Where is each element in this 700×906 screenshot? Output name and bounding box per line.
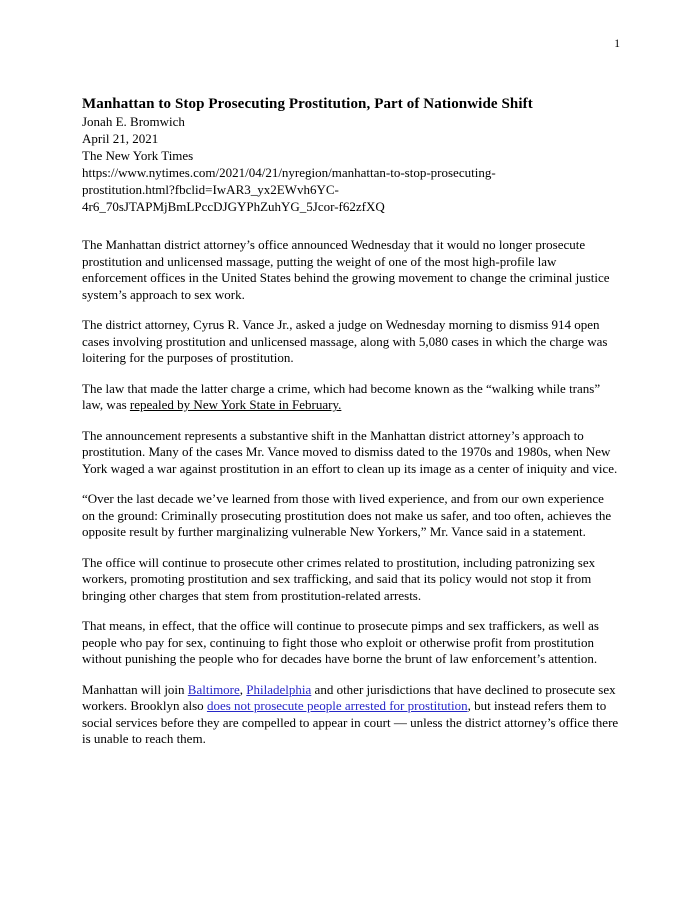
text-run: Manhattan will join: [82, 681, 188, 697]
text-run: The Manhattan district attorney’s office announced Wednesday that it would no longer prosecute prostitution and unlicensed massage, putting the weight of one of the most high-profile law enforcement offices in the United States behind the growing movement to change the criminal justice system’s approach to sex work.: [82, 237, 610, 302]
text-run: That means, in effect, that the office will continue to prosecute pimps and sex traffickers, as well as people who pay for sex, continuing to fight those who exploit or otherwise profit from prostitution without punishing the people who for decades have borne the brunt of law enforcement’s attention.: [82, 618, 599, 666]
article-url-line: prostitution.html?fbclid=IwAR3_yx2EWvh6YC-: [82, 182, 339, 197]
text-run: The district attorney, Cyrus R. Vance Jr., asked a judge on Wednesday morning to dismiss 914 open cases involving prostitution and unlicensed massage, along with 5,080 cases in which the charge was loitering for the purposes of prostitution.: [82, 317, 608, 365]
paragraph: [82, 682, 620, 748]
text-run: , but instead refers them to social services before they are compelled to appear in court — unless the district attorney’s office there is unable to reach them.: [82, 698, 619, 746]
article-publication: The New York Times: [82, 148, 194, 163]
text-run: ,: [239, 681, 247, 697]
article-title: Manhattan to Stop Prosecuting Prostitution, Part of Nationwide Shift: [82, 96, 533, 112]
paragraph: [82, 381, 620, 414]
paragraph: [82, 237, 620, 303]
text-run: and other jurisdictions that have declined to prosecute sex workers. Brooklyn also: [82, 681, 616, 713]
hyperlink[interactable]: Philadelphia: [246, 681, 312, 697]
hyperlink[interactable]: does not prosecute people arrested for prostitution: [206, 698, 468, 713]
document-content: [82, 96, 620, 748]
article-body: [82, 237, 620, 748]
text-run: The office will continue to prosecute other crimes related to prostitution, including patronizing sex workers, promoting prostitution and sex trafficking, and said that its policy would not stop it from bringing other charges that stem from prostitution-related arrests.: [82, 554, 596, 603]
text-run: The announcement represents a substantive shift in the Manhattan district attorney’s approach to prostitution. Many of the cases Mr. Vance moved to dismiss dated to the 1970s and 1980s, when New York waged a war against prostitution in an effort to clean up its image as a center of iniquity and vice.: [82, 427, 618, 476]
text-run: The law that made the latter charge a crime, which had become known as the “walking while trans” law, was: [82, 380, 601, 412]
text-run: “Over the last decade we’ve learned from those with lived experience, and from our own experience on the ground: Criminally prosecuting prostitution does not make us safer, and too often, achieves the opposite result by further marginalizing vulnerable New Yorkers,” Mr. Vance said in a statement.: [82, 491, 612, 539]
article-byline: Jonah E. Bromwich: [82, 114, 185, 129]
underlined-text: repealed by New York State in February.: [129, 397, 342, 412]
article-url: [82, 164, 620, 215]
article-url-line: https://www.nytimes.com/2021/04/21/nyregion/manhattan-to-stop-prosecuting-: [82, 165, 496, 180]
paragraph: [82, 491, 620, 541]
article-url-line: 4r6_70sJTAPMjBmLPccDJGYPhZuhYG_5Jcor-f62zfXQ: [82, 199, 385, 214]
paragraph: [82, 428, 620, 478]
paragraph: [82, 618, 620, 668]
paragraph: [82, 555, 620, 605]
paragraph: [82, 317, 620, 367]
hyperlink[interactable]: Baltimore: [187, 681, 240, 697]
article-date: April 21, 2021: [82, 131, 159, 146]
page-number: 1: [614, 38, 620, 50]
